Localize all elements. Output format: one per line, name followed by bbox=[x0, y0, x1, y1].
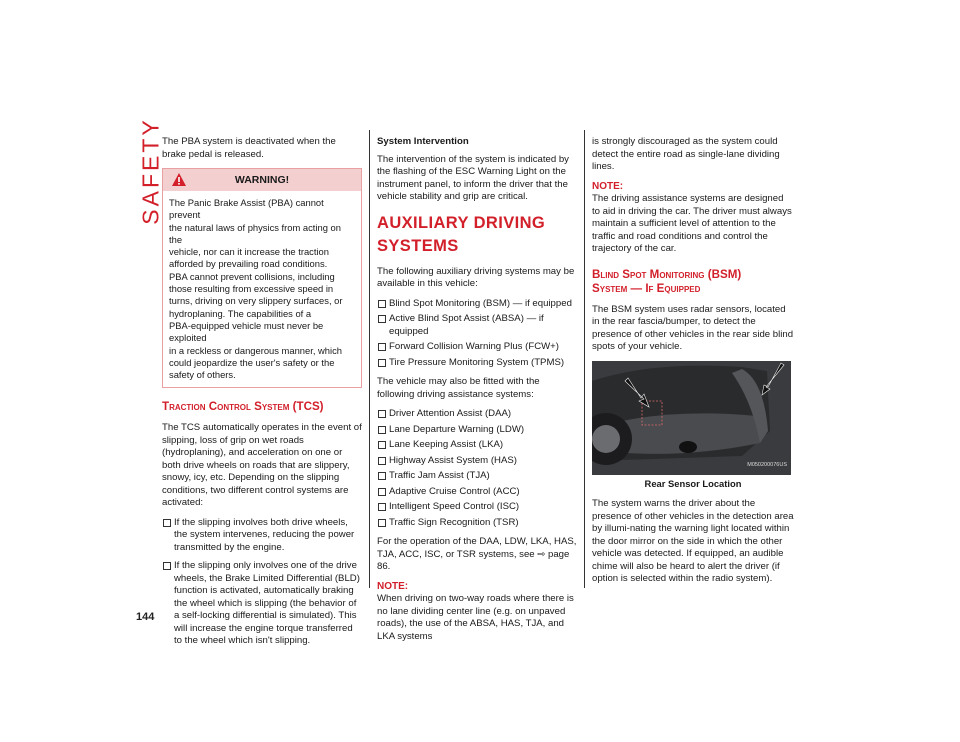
list-item: Lane Keeping Assist (LKA) bbox=[377, 439, 577, 452]
warning-body bbox=[163, 191, 361, 387]
warning-line: turns, driving on very slippery surfaces, or bbox=[169, 295, 343, 307]
note-label: NOTE: bbox=[592, 180, 624, 192]
aux-intro-text: The following auxiliary driving systems may be available in this vehicle: bbox=[377, 265, 575, 289]
page-reference-arrow-icon: ⇨ bbox=[537, 548, 546, 560]
list-item: Adaptive Cruise Control (ACC) bbox=[377, 486, 577, 499]
warning-line: safety of others. bbox=[169, 369, 236, 381]
warning-line: could jeopardize the user's safety or the bbox=[169, 356, 335, 368]
warning-line: those resulting from excessive speed in bbox=[169, 283, 334, 295]
list-item: Traffic Jam Assist (TJA) bbox=[377, 470, 577, 483]
list-item: Lane Departure Warning (LDW) bbox=[377, 424, 577, 437]
bsm-warning-text: The system warns the driver about the presence of other vehicles in the detection area by illumi-nating the warning light located within the door mirror on the side in which the other vehicle was detected. If equipped, an audible chime will also be heard to alert the driver (if option is selected within the radio system). bbox=[592, 498, 794, 584]
list-item: Active Blind Spot Assist (ABSA) — if equipped bbox=[377, 313, 577, 338]
operation-text bbox=[377, 536, 577, 574]
warning-line: hydroplaning. The capabilities of a bbox=[169, 307, 312, 319]
assist-intro-text: The vehicle may also be fitted with the following driving assistance systems: bbox=[377, 376, 540, 400]
warning-line: vehicle, nor can it increase the traction bbox=[169, 246, 329, 258]
column-divider bbox=[584, 130, 585, 588]
warning-line: The Panic Brake Assist (PBA) cannot prevent bbox=[169, 197, 324, 221]
warning-box bbox=[162, 168, 362, 388]
auxiliary-driving-systems-heading bbox=[377, 212, 577, 258]
list-item: Blind Spot Monitoring (BSM) — if equipped bbox=[377, 298, 577, 311]
column-1 bbox=[162, 136, 362, 655]
list-item: Traffic Sign Recognition (TSR) bbox=[377, 517, 577, 530]
bsm-heading bbox=[592, 268, 794, 296]
figure-code: M050200076US bbox=[747, 462, 787, 468]
warning-triangle-icon bbox=[171, 172, 187, 187]
warning-line: PBA cannot prevent collisions, including bbox=[169, 270, 335, 282]
warning-line: afforded by prevailing road conditions. bbox=[169, 258, 328, 270]
list-item: Intelligent Speed Control (ISC) bbox=[377, 501, 577, 514]
warning-line: PBA-equipped vehicle must never be exploited bbox=[169, 319, 324, 344]
page-number: 144 bbox=[136, 611, 155, 623]
tcs-heading-text: Traction Control System (TCS) bbox=[162, 400, 324, 414]
list-item: Highway Assist System (HAS) bbox=[377, 455, 577, 468]
list-item: If the slipping involves both drive wheels, the system intervenes, reducing the power transmitted by the engine. bbox=[162, 517, 362, 555]
tcs-list bbox=[162, 517, 362, 648]
aux-heading-line-1: AUXILIARY DRIVING bbox=[377, 213, 546, 232]
aux-systems-list bbox=[377, 298, 577, 370]
note-text: When driving on two-way roads where there is no lane dividing center line (e.g. on unpaved roads), the use of the ABSA, HAS, TJA, and LKA systems bbox=[377, 593, 574, 642]
warning-line: in a reckless or dangerous manner, which bbox=[169, 344, 343, 356]
continued-note-text: is strongly discouraged as the system could detect the entire road as single-lane dividing lines. bbox=[592, 136, 780, 172]
bsm-heading-line-2: System — If Equipped bbox=[592, 281, 701, 295]
operation-text-body: For the operation of the DAA, LDW, LKA, HAS, TJA, ACC, ISC, or TSR systems, see bbox=[377, 536, 577, 560]
warning-header bbox=[163, 169, 361, 191]
section-title: SAFETY bbox=[137, 117, 164, 225]
warning-line: the natural laws of physics from acting on the bbox=[169, 221, 341, 245]
aux-heading-line-2: SYSTEMS bbox=[377, 236, 459, 255]
column-3 bbox=[592, 136, 794, 593]
tcs-heading bbox=[162, 400, 362, 414]
list-item: Driver Attention Assist (DAA) bbox=[377, 408, 577, 421]
note-text: The driving assistance systems are designed to aid in driving the car. The driver must always maintain a sufficient level of attention to the traffic and road conditions and control the trajectory of the car. bbox=[592, 193, 792, 254]
tcs-intro-text: The TCS automatically operates in the event of slipping, loss of grip on wet roads (hydroplaning), and acceleration on one or both drive wheels on roads that are slippery, snowy, icy, etc. Depending on the slipping conditions, two different control systems are activated: bbox=[162, 422, 362, 509]
bsm-heading-line-1: Blind Spot Monitoring (BSM) bbox=[592, 267, 742, 281]
list-item: Forward Collision Warning Plus (FCW+) bbox=[377, 341, 577, 354]
bsm-intro-text: The BSM system uses radar sensors, located in the rear fascia/bumper, to detect the presence of other vehicles in the rear side blind spots of your vehicle. bbox=[592, 303, 794, 352]
rear-bumper-image bbox=[592, 361, 791, 475]
warning-title: WARNING! bbox=[234, 174, 290, 186]
system-intervention-heading: System Intervention bbox=[377, 136, 469, 147]
pba-deactivation-text: The PBA system is deactivated when the brake pedal is released. bbox=[162, 136, 336, 160]
rear-sensor-figure bbox=[592, 361, 791, 475]
column-2 bbox=[377, 136, 577, 650]
figure-caption: Rear Sensor Location bbox=[644, 477, 742, 489]
page-reference-link[interactable]: page 86. bbox=[377, 548, 570, 572]
column-divider bbox=[369, 130, 370, 588]
note-label: NOTE: bbox=[377, 580, 409, 592]
list-item: If the slipping only involves one of the drive wheels, the Brake Limited Differential (BLD) function is activated, automatically braking the wheel which is slipping (the behavior of a self-locking differential is simulated). This will increase the engine torque transferred to the wheel which isn't slipping. bbox=[162, 560, 362, 648]
system-intervention-text: The intervention of the system is indicated by the flashing of the ESC Warning Light on the instrument panel, to inform the driver that the vehicle stability and grip are critical. bbox=[377, 153, 569, 202]
assist-systems-list bbox=[377, 408, 577, 529]
list-item: Tire Pressure Monitoring System (TPMS) bbox=[377, 357, 577, 370]
